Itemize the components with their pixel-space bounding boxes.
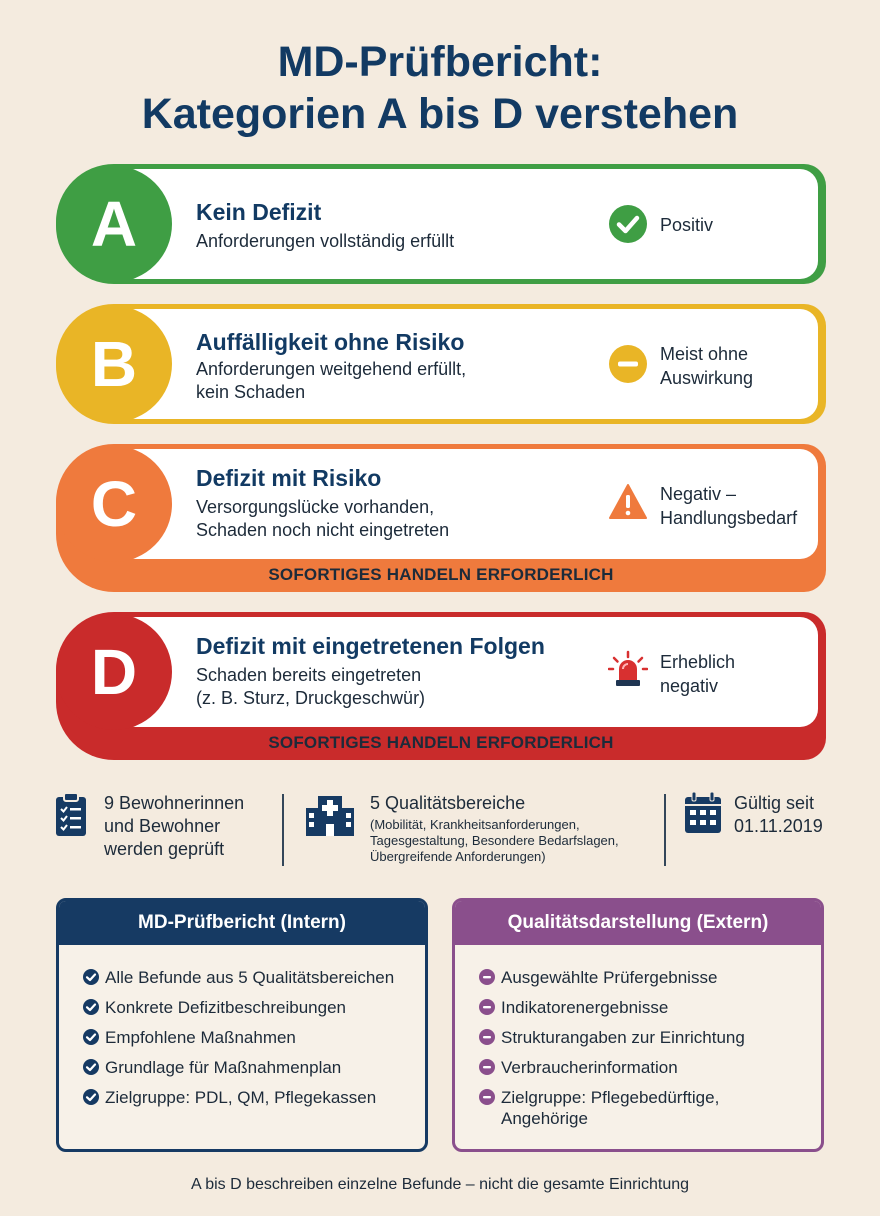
stat-line: und Bewohner <box>104 816 221 836</box>
list-item <box>83 967 425 988</box>
list-item <box>83 1087 425 1108</box>
category-description <box>196 358 466 404</box>
list-item <box>83 997 425 1018</box>
list-item-text: Alle Befunde aus 5 Qualitätsbereichen <box>105 968 395 987</box>
list-item-text: Zielgruppe: PDL, QM, Pflegekassen <box>105 1088 377 1107</box>
status-line-1: Negativ – <box>660 484 737 504</box>
external-report-list <box>455 945 821 1129</box>
check-bullet-icon <box>83 999 99 1015</box>
list-item <box>83 1057 425 1078</box>
status-line-1: Erheblich <box>660 652 736 672</box>
check-bullet-icon <box>83 1089 99 1105</box>
list-item-text: Ausgewählte Prüfergebnisse <box>501 968 718 987</box>
category-heading: Defizit mit Risiko <box>196 465 382 491</box>
action-required-banner: SOFORTIGES HANDELN ERFORDERLICH <box>268 733 614 752</box>
stat-sub-line: (Mobilität, Krankheitsanforderungen, <box>370 817 580 832</box>
divider <box>282 794 284 866</box>
stats-row <box>0 790 880 870</box>
list-item <box>479 1027 821 1048</box>
calendar-icon <box>684 792 722 834</box>
description-line-1: Versorgungslücke vorhanden, <box>196 497 435 517</box>
stat-line: 9 Bewohnerinnen <box>104 793 245 813</box>
list-item-text: Verbraucherinformation <box>501 1058 678 1077</box>
divider <box>664 794 666 866</box>
stat-quality-areas-details <box>370 817 619 865</box>
category-letter-badge: A <box>56 166 172 282</box>
internal-report-box <box>56 898 428 1152</box>
minus-circle-icon <box>608 344 648 384</box>
stat-quality-areas: 5 Qualitätsbereiche <box>370 793 526 813</box>
description-line-1: Anforderungen weitgehend erfüllt, <box>196 359 467 379</box>
category-card-d <box>56 612 826 760</box>
category-heading: Kein Defizit <box>196 199 322 225</box>
category-description <box>196 664 425 710</box>
minus-bullet-icon <box>479 969 495 985</box>
external-report-heading: Qualitätsdarstellung (Extern) <box>455 901 821 945</box>
category-heading: Auffälligkeit ohne Risiko <box>196 329 465 355</box>
category-card-a <box>56 164 826 284</box>
category-card-c <box>56 444 826 592</box>
status-line-2: negativ <box>660 676 719 696</box>
category-status <box>660 482 797 530</box>
list-item-text: Zielgruppe: Pflegebedürftige, <box>501 1088 720 1107</box>
description-line-2: kein Schaden <box>196 382 306 402</box>
category-letter-badge: C <box>56 446 172 562</box>
description-line-2: (z. B. Sturz, Druckgeschwür) <box>196 688 426 708</box>
list-item-text: Strukturangaben zur Einrichtung <box>501 1028 745 1047</box>
minus-bullet-icon <box>479 1059 495 1075</box>
title-line-2: Kategorien A bis D verstehen <box>141 90 739 138</box>
list-item <box>479 1057 821 1078</box>
status-line-1: Positiv <box>660 215 714 235</box>
stat-line: werden geprüft <box>104 839 225 859</box>
list-item-continuation <box>479 1108 821 1129</box>
alarm-siren-icon <box>608 650 648 690</box>
warning-triangle-icon <box>608 482 648 522</box>
category-card-b <box>56 304 826 424</box>
check-bullet-icon <box>83 1029 99 1045</box>
check-bullet-icon <box>83 1059 99 1075</box>
minus-bullet-icon <box>479 999 495 1015</box>
check-bullet-icon <box>83 969 99 985</box>
footer-note: A bis D beschreiben einzelne Befunde – nicht die gesamte Einrichtung <box>190 1176 690 1193</box>
list-item-text: Konkrete Defizitbeschreibungen <box>105 998 346 1017</box>
internal-report-heading: MD-Prüfbericht (Intern) <box>59 901 425 945</box>
action-required-banner: SOFORTIGES HANDELN ERFORDERLICH <box>268 565 614 584</box>
external-report-box <box>452 898 824 1152</box>
stat-line: Gültig seit <box>734 793 815 813</box>
list-item <box>479 997 821 1018</box>
status-line-2: Handlungsbedarf <box>660 508 798 528</box>
stat-sub-line: Tagesgestaltung, Besondere Bedarfslagen, <box>370 833 619 848</box>
status-line-2: Auswirkung <box>660 368 754 388</box>
category-description <box>196 496 449 542</box>
stat-line: 01.11.2019 <box>734 816 823 836</box>
description-line-1: Schaden bereits eingetreten <box>196 665 422 685</box>
description-line-2: Schaden noch nicht eingetreten <box>196 520 450 540</box>
stat-residents <box>104 792 244 861</box>
category-heading: Defizit mit eingetretenen Folgen <box>196 633 545 659</box>
stat-sub-line: Übergreifende Anforderungen) <box>370 849 546 864</box>
title-line-1: MD-Prüfbericht: <box>277 38 603 86</box>
check-circle-icon <box>608 204 648 244</box>
clipboard-checklist-icon <box>54 792 88 838</box>
list-item-text: Angehörige <box>501 1109 588 1128</box>
list-item <box>479 1087 821 1108</box>
minus-bullet-icon <box>479 1029 495 1045</box>
list-item <box>83 1027 425 1048</box>
list-item-text: Empfohlene Maßnahmen <box>105 1028 296 1047</box>
category-letter-badge: D <box>56 614 172 730</box>
category-status <box>660 650 735 698</box>
minus-bullet-icon <box>479 1089 495 1105</box>
page-title <box>0 36 880 140</box>
list-item-text: Grundlage für Maßnahmenplan <box>105 1058 342 1077</box>
category-status <box>660 342 753 390</box>
category-letter-badge: B <box>56 306 172 422</box>
hospital-building-icon <box>304 794 356 836</box>
list-item <box>479 967 821 988</box>
category-description: Anforderungen vollständig erfüllt <box>196 231 455 251</box>
category-status <box>660 213 713 237</box>
internal-report-list <box>59 945 425 1108</box>
status-line-1: Meist ohne <box>660 344 749 364</box>
list-item-text: Indikatorenergebnisse <box>501 998 669 1017</box>
stat-valid-since <box>734 792 823 838</box>
